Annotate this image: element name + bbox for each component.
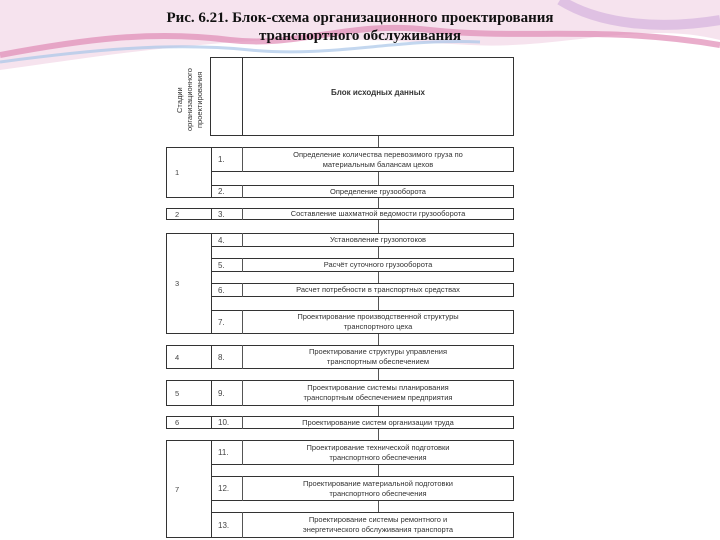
stage-cell: 4 <box>166 345 212 369</box>
step-text: Проектирование системы планирования транспортным обеспечением предприятия <box>303 383 453 402</box>
stages-column-header: Стадии организационного проектирования <box>175 68 204 132</box>
stage-cell: 2 <box>166 208 212 220</box>
step-number: 5. <box>218 260 225 270</box>
step-text: Расчёт суточного грузооборота <box>323 260 433 269</box>
step-number: 4. <box>218 235 225 245</box>
step-number: 6. <box>218 285 225 295</box>
step-number: 7. <box>218 317 225 327</box>
input-data-label: Блок исходных данных <box>330 88 426 97</box>
step-text: Проектирование производственной структуры транспортного цеха <box>297 312 459 331</box>
step-text: Расчет потребности в транспортных средствах <box>296 285 460 294</box>
title-line-1: Рис. 6.21. Блок-схема организационного проектирования <box>166 10 554 26</box>
step-text: Проектирование материальной подготовки транспортного обеспечения <box>303 478 453 498</box>
step-number: 3. <box>218 209 225 219</box>
step-number: 12. <box>218 484 230 493</box>
step-number: 9. <box>218 388 225 398</box>
stage-cell: 5 <box>166 380 212 406</box>
step-text: Проектирование структуры управления транспортным обеспечением <box>308 347 448 366</box>
stage-cell: 7 <box>166 440 212 538</box>
stage-cell: 1 <box>166 147 212 198</box>
step-number: 11. <box>218 448 229 457</box>
step-number: 13. <box>218 520 230 530</box>
step-text: Определение количества перевозимого груза по материальным балансам цехов <box>293 149 463 169</box>
title-line-2: транспортного обслуживания <box>258 28 462 44</box>
input-data-block <box>210 57 514 136</box>
step-number: 10. <box>218 418 230 427</box>
step-text: Определение грузооборота <box>330 186 426 196</box>
step-number: 8. <box>218 352 225 362</box>
stage-cell: 3 <box>166 233 212 334</box>
step-text: Проектирование системы ремонтного и энергетического обслуживания транспорта <box>302 515 454 534</box>
step-number: 2. <box>218 187 225 196</box>
stage-cell: 6 <box>166 416 212 429</box>
step-text: Установление грузопотоков <box>329 235 426 244</box>
step-text: Проектирование систем организации труда <box>302 417 454 427</box>
step-text: Составление шахматной ведомости грузооборота <box>290 209 466 218</box>
page-title <box>0 9 720 45</box>
step-number: 1. <box>218 155 225 164</box>
step-text: Проектирование технической подготовки транспортного обеспечения <box>306 442 450 462</box>
